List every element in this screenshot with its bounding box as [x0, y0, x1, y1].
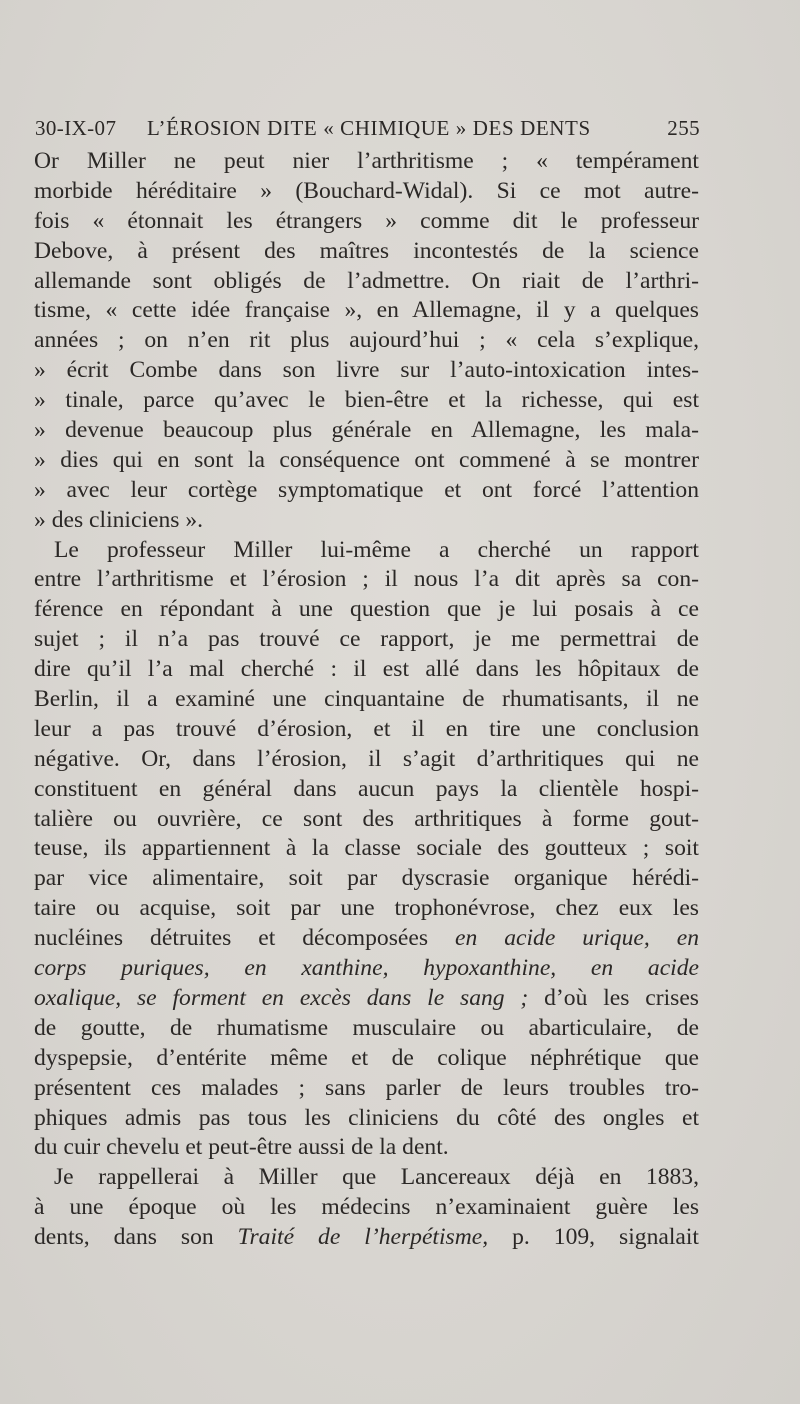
- text-segment: d’où les crises: [544, 984, 699, 1011]
- text-line: teuse, ils appartiennent à la classe sociale des goutteux ; soit: [34, 835, 699, 862]
- text-line: du cuir chevelu et peut-être aussi de la dent.: [34, 1134, 449, 1161]
- text-line: » des cliniciens ».: [34, 506, 204, 533]
- text-segment: nucléines détruites et décomposées: [34, 925, 429, 952]
- text-line: allemande sont obligés de l’admettre. On riait de l’arthri-: [34, 267, 699, 294]
- paragraph-start-line: Le professeur Miller lui-même a cherché un rapport: [54, 536, 699, 563]
- text-line: talière ou ouvrière, ce sont des arthritiques à forme gout-: [34, 805, 699, 832]
- text-line: années ; on n’en rit plus aujourd’hui ; « cela s’explique,: [34, 327, 699, 354]
- italic-line: [34, 954, 699, 984]
- text-line: » tinale, parce qu’avec le bien-être et la richesse, qui est: [34, 387, 699, 414]
- text-line: de goutte, de rhumatisme musculaire ou abarticulaire, de: [34, 1014, 699, 1041]
- italic-segment: Traité de l’herpétisme,: [237, 1224, 489, 1251]
- text-line: entre l’arthritisme et l’érosion ; il nous l’a dit après sa con-: [34, 566, 699, 593]
- text-line: par vice alimentaire, soit par dyscrasie organique hérédi-: [34, 865, 699, 892]
- text-line: dyspepsie, d’entérite même et de colique néphrétique que: [34, 1044, 699, 1071]
- italic-segment: corps puriques, en xanthine, hypoxanthine, en acide: [34, 955, 699, 982]
- text-line: phiques admis pas tous les cliniciens du côté des ongles et: [34, 1104, 699, 1131]
- text-line: à une époque où les médecins n’examinaient guère les: [34, 1194, 699, 1221]
- text-line: Debove, à présent des maîtres incontestés de la science: [34, 237, 699, 264]
- text-line: dire qu’il l’a mal cherché : il est allé dans les hôpitaux de: [34, 656, 699, 683]
- text-line: » devenue beaucoup plus générale en Allemagne, les mala-: [34, 417, 699, 444]
- italic-segment: en acide urique, en: [455, 925, 699, 952]
- text-line: » écrit Combe dans son livre sur l’auto-intoxication intes-: [34, 357, 699, 384]
- text-line: » avec leur cortège symptomatique et ont forcé l’attention: [34, 476, 699, 503]
- text-line-mixed: [34, 1223, 699, 1253]
- body-text: [34, 147, 699, 1253]
- text-line: tisme, « cette idée française », en Allemagne, il y a quelques: [34, 297, 699, 324]
- text-line: constituent en général dans aucun pays la clientèle hospi-: [34, 775, 699, 802]
- paragraph-start-line: Je rappellerai à Miller que Lancereaux déjà en 1883,: [54, 1164, 699, 1191]
- text-segment: dents, dans son: [34, 1224, 214, 1251]
- text-line-mixed: [34, 924, 699, 954]
- running-head-title: L’ÉROSION DITE « CHIMIQUE » DES DENTS: [147, 116, 591, 140]
- text-line: Berlin, il a examiné une cinquantaine de rhumatisants, il ne: [34, 686, 699, 713]
- text-segment: p. 109, signalait: [512, 1224, 699, 1251]
- text-line: » dies qui en sont la conséquence ont commené à se montrer: [34, 446, 699, 473]
- text-line: Or Miller ne peut nier l’arthritisme ; « tempérament: [34, 148, 699, 174]
- italic-segment: oxalique, se forment en excès dans le sang ;: [34, 984, 529, 1011]
- running-head: [35, 116, 700, 144]
- text-line-mixed: [34, 984, 699, 1014]
- text-line: négative. Or, dans l’érosion, il s’agit d’arthritiques qui ne: [34, 745, 699, 772]
- page-number: 255: [667, 116, 700, 140]
- text-line: férence en répondant à une question que je lui posais à ce: [34, 596, 699, 623]
- text-line: présentent ces malades ; sans parler de leurs troubles tro-: [34, 1074, 699, 1101]
- text-line: taire ou acquise, soit par une trophonévrose, chez eux les: [34, 895, 699, 922]
- text-line: fois « étonnait les étrangers » comme dit le professeur: [34, 207, 699, 234]
- text-line: morbide héréditaire » (Bouchard-Widal). Si ce mot autre-: [34, 177, 699, 204]
- text-line: leur a pas trouvé d’érosion, et il en tire une conclusion: [34, 715, 699, 742]
- text-line: sujet ; il n’a pas trouvé ce rapport, je me permettrai de: [34, 626, 699, 653]
- running-head-date: 30-IX-07: [35, 116, 117, 140]
